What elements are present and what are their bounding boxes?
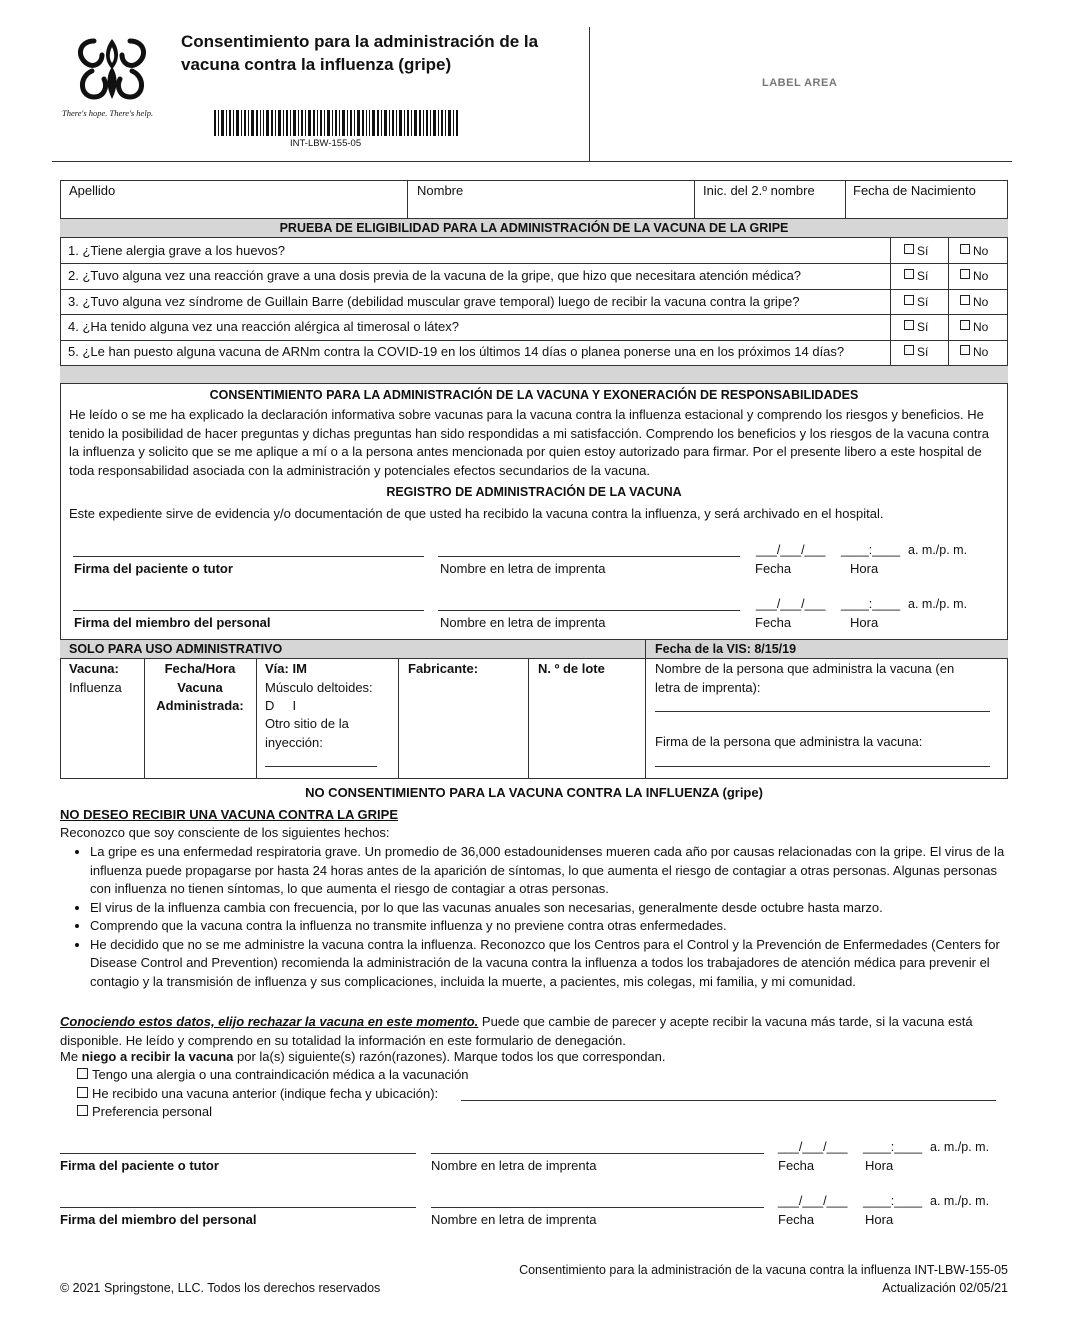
field-middle-initial[interactable]: Inic. del 2.º nombre	[703, 183, 815, 198]
bottom-print-name-1: Nombre en letra de imprenta	[431, 1158, 597, 1173]
bottom-ampm-2: a. m./p. m.	[930, 1194, 990, 1208]
admin-header	[60, 639, 1008, 659]
admin-datetime-3: Administrada:	[156, 698, 244, 713]
eligibility-header	[60, 218, 1008, 238]
separator-band	[60, 365, 1008, 384]
question-1: 1. ¿Tiene alergia grave a los huevos?	[68, 243, 286, 258]
eligibility-title: PRUEBA DE ELIGIBILIDAD PARA LA ADMINISTRACIÓN DE LA VACUNA DE LA GRIPE	[279, 221, 789, 235]
admin-vaccine-value: Influenza	[69, 680, 122, 695]
bottom-date-blank-1[interactable]: ___/___/___	[778, 1140, 848, 1154]
admin-lot: N. º de lote	[538, 661, 605, 676]
bottom-ampm-1: a. m./p. m.	[930, 1140, 990, 1154]
bottom-time-label-2: Hora	[865, 1212, 894, 1227]
sig-date-blank-2[interactable]: ___/___/___	[756, 597, 826, 611]
q1-no-checkbox[interactable]: No	[960, 244, 988, 258]
decline-subtitle: NO DESEO RECIBIR UNA VACUNA CONTRA LA GRIPE	[60, 807, 399, 822]
decline-title: NO CONSENTIMIENTO PARA LA VACUNA CONTRA LA INFLUENZA (gripe)	[305, 785, 763, 800]
q5-yes-checkbox[interactable]: Sí	[904, 345, 928, 359]
bottom-print-name-2: Nombre en letra de imprenta	[431, 1212, 597, 1227]
sig-staff-label-1: Firma del miembro del personal	[74, 615, 271, 630]
admin-name-label-1: Nombre de la persona que administra la vacuna (en	[655, 661, 955, 676]
bottom-time-blank-2[interactable]: ____:____	[863, 1194, 923, 1208]
sig-ampm-2: a. m./p. m.	[908, 597, 968, 611]
record-body: Este expediente sirve de evidencia y/o documentación de que usted ha recibido la vacuna contra la influenza, y será archivado en el hospital.	[69, 506, 884, 521]
q4-yes-checkbox[interactable]: Sí	[904, 320, 928, 334]
consent-body: He leído o se me ha explicado la declaración informativa sobre vacunas para la vacuna contra la influenza estacional y comprendo los riesgos y beneficios. He tenido la posibilidad de hacer preguntas y dichas preguntas han sido respondidas a mi satisfacción. Comprendo los beneficios y los riesgos de la vacuna contra la influenza y solicito que se me aplique a mí o a la persona antes mencionada por quien estoy autorizado para firmar. Por el presente libero a este hospital de toda responsabilidad asociada con la administración y potenciales efectos secundarios de la vacuna.	[69, 407, 989, 478]
admin-title: SOLO PARA USO ADMINISTRATIVO	[69, 642, 283, 656]
admin-name-label-2: letra de imprenta):	[655, 680, 761, 695]
bullet-4: • He decidido que no se me administre la vacuna contra la influenza. Reconozco que los Centros para el Control y la Prevención de Enfermedades (Centers for Disease Control and Prevention) recomienda la administración de la vacuna contra la influenza a todos los trabajadores de atención médica para prevenir el contagio y la transmisión de influenza y sus complicaciones, incluida la muerte, a pacientes, mis colegas, mi familia, y mi comunidad.	[90, 936, 1012, 992]
form-title: Consentimiento para la administración de la vacuna contra la influenza (gripe)	[181, 32, 539, 74]
knowing-bold: Conociendo estos datos, elijo rechazar la vacuna en este momento.	[60, 1014, 479, 1029]
vis-date: Fecha de la VIS: 8/15/19	[655, 642, 797, 656]
option-allergy[interactable]: Tengo una alergia o una contraindicación médica a la vacunación	[77, 1067, 469, 1082]
label-area: LABEL AREA	[762, 77, 838, 89]
question-2: 2. ¿Tuvo alguna vez una reacción grave a una dosis previa de la vacuna de la gripe, que hizo que necesitara atención médica?	[68, 268, 802, 283]
q3-no-checkbox[interactable]: No	[960, 295, 988, 309]
bullet-3: • Comprendo que la vacuna contra la influenza no transmite influenza y no previene contra otras enfermedades.	[90, 917, 1012, 936]
q2-no-checkbox[interactable]: No	[960, 269, 988, 283]
date-label-1: Fecha	[755, 561, 792, 576]
bottom-time-label-1: Hora	[865, 1158, 894, 1173]
bottom-date-label-1: Fecha	[778, 1158, 815, 1173]
footer-updated: Actualización 02/05/21	[882, 1281, 1008, 1295]
admin-manufacturer: Fabricante:	[408, 661, 479, 676]
barcode-id: INT-LBW-155-05	[290, 138, 362, 149]
q3-yes-checkbox[interactable]: Sí	[904, 295, 928, 309]
header-divider	[589, 27, 590, 161]
question-5: 5. ¿Le han puesto alguna vacuna de ARNm contra la COVID-19 en los últimos 14 días o planea ponerse una en los próximos 14 días?	[68, 344, 845, 359]
reason-line: Me niego a recibir la vacuna por la(s) siguiente(s) razón(razones). Marque todos los que correspondan.	[60, 1049, 666, 1064]
field-dob[interactable]: Fecha de Nacimiento	[853, 183, 976, 198]
time-label-1: Hora	[850, 561, 879, 576]
admin-other-site-1: Otro sitio de la	[265, 716, 349, 731]
logo-tagline: There's hope. There's help.	[62, 108, 154, 118]
bottom-staff-label: Firma del miembro del personal	[60, 1212, 257, 1227]
consent-title: CONSENTIMIENTO PARA LA ADMINISTRACIÓN DE LA VACUNA Y EXONERACIÓN DE RESPONSABILIDADES	[209, 388, 859, 402]
time-label-2: Hora	[850, 615, 879, 630]
sig-patient-label-1: Firma del paciente o tutor	[74, 561, 233, 576]
barcode	[214, 110, 458, 136]
decline-bullets	[72, 843, 1012, 991]
bottom-patient-label: Firma del paciente o tutor	[60, 1158, 219, 1173]
bottom-time-blank-1[interactable]: ____:____	[863, 1140, 923, 1154]
record-title: REGISTRO DE ADMINISTRACIÓN DE LA VACUNA	[386, 485, 682, 499]
knowing-paragraph	[60, 1013, 995, 1050]
footer-doc: Consentimiento para la administración de la vacuna contra la influenza INT-LBW-155-05	[519, 1263, 1008, 1277]
q1-yes-checkbox[interactable]: Sí	[904, 244, 928, 258]
question-4: 4. ¿Ha tenido alguna vez una reacción alérgica al timerosal o látex?	[68, 319, 459, 334]
sig-date-blank-1[interactable]: ___/___/___	[756, 543, 826, 557]
admin-d-i[interactable]: D I	[265, 698, 297, 713]
knowing-rest: Puede que cambie de parecer y acepte recibir la vacuna más tarde, si la vacuna está disponible. He leído y comprendo en su totalidad la información en este formulario de denegación.	[60, 1014, 973, 1048]
admin-sig-label: Firma de la persona que administra la vacuna:	[655, 734, 923, 749]
sig-ampm-1: a. m./p. m.	[908, 543, 968, 557]
footer-copyright: © 2021 Springstone, LLC. Todos los derechos reservados	[60, 1281, 381, 1295]
sig-time-blank-2[interactable]: ____:____	[841, 597, 901, 611]
admin-datetime-1: Fecha/Hora	[164, 661, 236, 676]
option-previous-vaccine[interactable]: He recibido una vacuna anterior (indique fecha y ubicación):	[77, 1086, 438, 1101]
q2-yes-checkbox[interactable]: Sí	[904, 269, 928, 283]
date-label-2: Fecha	[755, 615, 792, 630]
decline-intro: Reconozco que soy consciente de los siguientes hechos:	[60, 825, 390, 840]
field-first-name[interactable]: Nombre	[417, 183, 464, 198]
sig-time-blank-1[interactable]: ____:____	[841, 543, 901, 557]
admin-deltoid: Músculo deltoides:	[265, 680, 373, 695]
admin-datetime-2: Vacuna	[177, 680, 223, 695]
question-3: 3. ¿Tuvo alguna vez síndrome de Guillain Barre (debilidad muscular grave temporal) luego de recibir la vacuna contra la gripe?	[68, 294, 800, 309]
q5-no-checkbox[interactable]: No	[960, 345, 988, 359]
print-name-label-2: Nombre en letra de imprenta	[440, 615, 606, 630]
bullet-2: • El virus de la influenza cambia con frecuencia, por lo que las vacunas anuales son necesarias, generalmente desde octubre hasta marzo.	[90, 899, 1012, 918]
bullet-1: • La gripe es una enfermedad respiratoria grave. Un promedio de 36,000 estadounidenses mueren cada año por causas relacionadas con la gripe. El virus de la influenza puede propagarse por hasta 24 horas antes de la aparición de síntomas, lo que aumenta el riesgo de contagiar a otras personas. Algunas personas con influenza no tienen síntomas, lo que aumenta el riesgo de contagiar a otras personas.	[90, 843, 1012, 899]
header-rule	[52, 161, 1012, 162]
bottom-date-blank-2[interactable]: ___/___/___	[778, 1194, 848, 1208]
field-last-name[interactable]: Apellido	[69, 183, 116, 198]
bottom-date-label-2: Fecha	[778, 1212, 815, 1227]
springstone-logo	[72, 33, 152, 105]
admin-other-site-2: inyección:	[265, 735, 323, 750]
q4-no-checkbox[interactable]: No	[960, 320, 988, 334]
option-personal-preference[interactable]: Preferencia personal	[77, 1104, 212, 1119]
admin-vaccine-label: Vacuna:	[69, 661, 119, 676]
print-name-label-1: Nombre en letra de imprenta	[440, 561, 606, 576]
admin-route: Vía: IM	[265, 661, 307, 676]
